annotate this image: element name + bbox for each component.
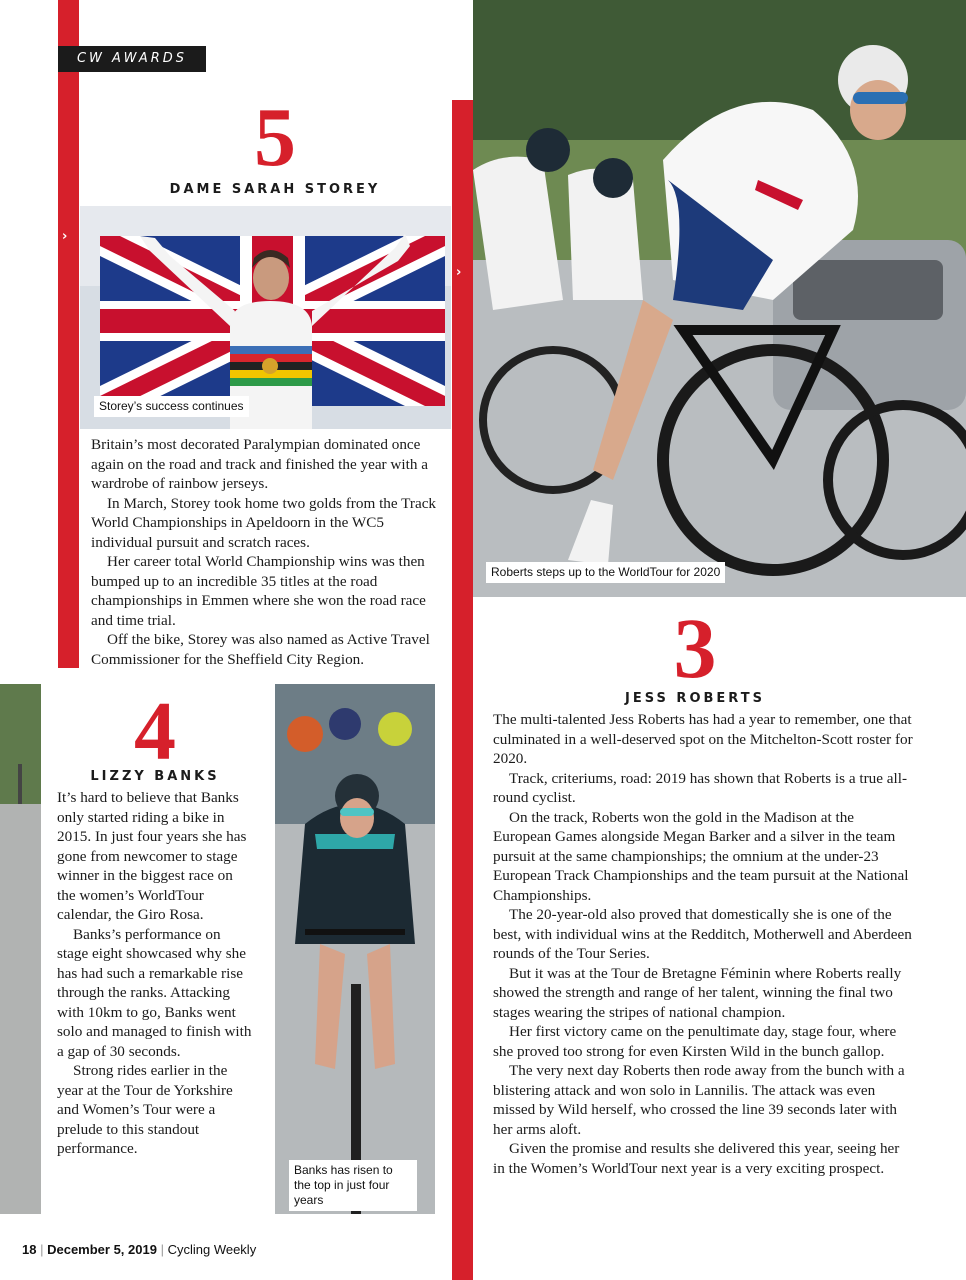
- page-footer: [22, 1242, 256, 1257]
- roberts-body: [493, 710, 913, 1178]
- roberts-peloton-image: [473, 0, 966, 597]
- roberts-name: JESS ROBERTS: [625, 691, 765, 706]
- section-tag: CW AWARDS: [58, 46, 206, 72]
- banks-name: LIZZY BANKS: [90, 769, 220, 784]
- storey-body: [91, 435, 441, 669]
- storey-chevron-icon: ›: [62, 229, 68, 244]
- roberts-paragraph: On the track, Roberts won the gold in the Madison at the European Games alongside Megan Barker and a silver in the team pursuit at the same championships; the omnium at the under-23 European Track Championships and the team pursuit at the National Championships.: [493, 808, 909, 904]
- storey-photo: [80, 206, 451, 429]
- roberts-paragraph: The very next day Roberts then rode away from the bunch with a blistering attack and won solo in Lannilis. The attack was even missed by Wild herself, who crossed the line 39 seconds later with her arms aloft.: [493, 1062, 905, 1138]
- storey-paragraph: In March, Storey took home two golds from the Track World Championships in Apeldoorn in the WC5 individual pursuit and scratch races.: [91, 494, 437, 551]
- roberts-paragraph: Track, criteriums, road: 2019 has shown that Roberts is a true all-round cyclist.: [493, 769, 908, 806]
- banks-caption: Banks has risen to the top in just four years: [289, 1160, 417, 1211]
- storey-paragraph: Britain’s most decorated Paralympian dominated once again on the road and track and finished the year with a wardrobe of rainbow jerseys.: [91, 436, 428, 492]
- banks-rider-image: [275, 684, 435, 1214]
- banks-photo: [275, 684, 435, 1214]
- publication-name: Cycling Weekly: [167, 1242, 257, 1257]
- banks-roadside-strip: [0, 684, 41, 1214]
- red-bar-left: [58, 0, 79, 668]
- banks-body: [57, 788, 253, 1159]
- roberts-chevron-icon: ›: [456, 265, 462, 280]
- rank-number-3: 3: [673, 600, 717, 696]
- storey-caption: Storey’s success continues: [94, 396, 249, 417]
- banks-paragraph: It’s hard to believe that Banks only started riding a bike in 2015. In just four years she has gone from newcomer to stage winner in the biggest race on the women’s WorldTour calendar, the Giro Rosa.: [57, 789, 247, 923]
- roberts-paragraph: But it was at the Tour de Bretagne Féminin where Roberts really showed the strength and range of her talent, winning the final two stages wearing the stripes of national champion.: [493, 964, 902, 1021]
- roberts-paragraph: The multi-talented Jess Roberts has had a year to remember, one that culminated in a well-deserved spot on the Mitchelton-Scott roster for 2020.: [493, 711, 913, 767]
- footer-divider: |: [40, 1242, 48, 1257]
- roberts-paragraph: Given the promise and results she delivered this year, seeing her in the Women’s WorldTour next year is a very exciting prospect.: [493, 1140, 900, 1177]
- rank-number-5: 5: [254, 91, 296, 184]
- roberts-paragraph: The 20-year-old also proved that domestically she is one of the best, with individual wins at the Redditch, Motherwell and Aberdeen rounds of the Tour Series.: [493, 906, 912, 962]
- roberts-photo: [473, 0, 966, 597]
- roberts-paragraph: Her first victory came on the penultimate day, stage four, where she proved too strong for even Kirsten Wild in the bunch gallop.: [493, 1023, 897, 1060]
- footer-divider: |: [160, 1242, 168, 1257]
- issue-date: December 5, 2019: [47, 1242, 157, 1257]
- banks-paragraph: Banks’s performance on stage eight showcased why she has had such a remarkable rise through the ranks. Attacking with 10km to go, Banks went solo and managed to finish with a gap of 30 seconds.: [57, 925, 252, 1060]
- storey-paragraph: Her career total World Championship wins was then bumped up to an incredible 35 titles at the road championships in Emmen where she won the road race and time trial.: [91, 553, 426, 629]
- storey-paragraph: Off the bike, Storey was also named as Active Travel Commissioner for the Sheffield City Region.: [91, 631, 430, 668]
- storey-name: DAME SARAH STOREY: [169, 182, 381, 197]
- roberts-caption: Roberts steps up to the WorldTour for 2020: [486, 562, 725, 583]
- page-number: 18: [22, 1242, 37, 1257]
- rank-number-4: 4: [134, 685, 176, 778]
- banks-paragraph: Strong rides earlier in the year at the Tour de Yorkshire and Women’s Tour were a prelude to this standout performance.: [57, 1062, 233, 1157]
- roadside-image: [0, 684, 41, 1214]
